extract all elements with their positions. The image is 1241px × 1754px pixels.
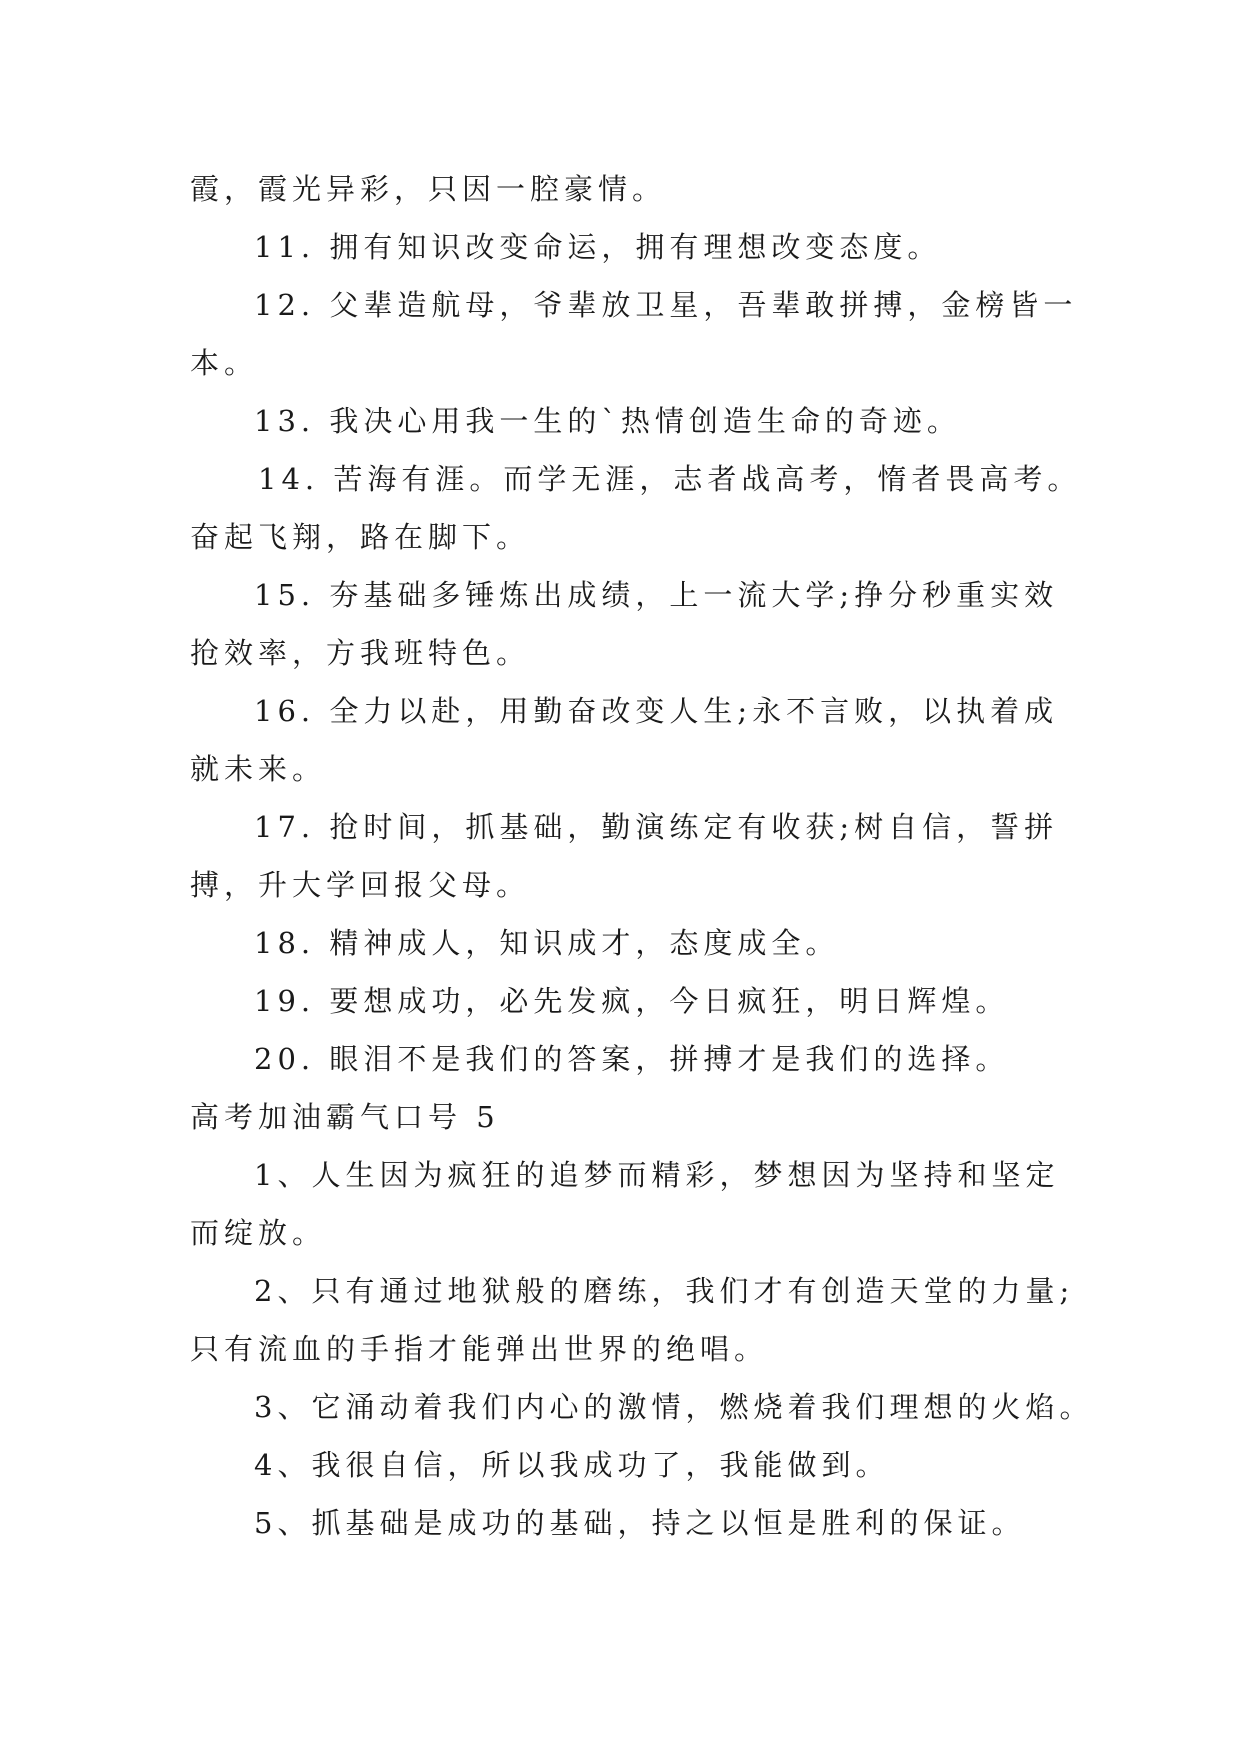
slogan-item-2: 2、只有通过地狱般的磨练，我们才有创造天堂的力量; — [254, 1274, 1075, 1308]
continuation-line: 奋起飞翔，路在脚下。 — [190, 520, 531, 554]
slogan-item-11: 11. 拥有知识改变命运，拥有理想改变态度。 — [254, 230, 942, 264]
slogan-item-13: 13. 我决心用我一生的`热情创造生命的奇迹。 — [254, 404, 961, 438]
slogan-item-18: 18. 精神成人，知识成才，态度成全。 — [254, 926, 840, 960]
continuation-line: 只有流血的手指才能弹出世界的绝唱。 — [190, 1332, 769, 1366]
slogan-item-15: 15. 夯基础多锤炼出成绩，上一流大学;挣分秒重实效 — [254, 578, 1059, 612]
slogan-item-12: 12. 父辈造航母，爷辈放卫星，吾辈敢拼搏，金榜皆一 — [254, 288, 1078, 322]
slogan-item-14: 14. 苦海有涯。而学无涯，志者战高考，惰者畏高考。 — [258, 462, 1082, 496]
document-body — [190, 160, 1094, 1552]
continuation-line: 抢效率，方我班特色。 — [190, 636, 531, 670]
continuation-line: 搏，升大学回报父母。 — [190, 868, 531, 902]
continuation-line: 而绽放。 — [190, 1216, 327, 1250]
slogan-item-19: 19. 要想成功，必先发疯，今日疯狂，明日辉煌。 — [254, 984, 1010, 1018]
section-heading: 高考加油霸气口号 5 — [190, 1100, 500, 1134]
slogan-item-20: 20. 眼泪不是我们的答案，拼搏才是我们的选择。 — [254, 1042, 1010, 1076]
slogan-item-16: 16. 全力以赴，用勤奋改变人生;永不言败，以执着成 — [254, 694, 1059, 728]
slogan-item-4: 4、我很自信，所以我成功了，我能做到。 — [254, 1448, 890, 1482]
slogan-item-5: 5、抓基础是成功的基础，持之以恒是胜利的保证。 — [254, 1506, 1026, 1540]
continuation-line: 就未来。 — [190, 752, 327, 786]
slogan-item-1: 1、人生因为疯狂的追梦而精彩，梦想因为坚持和坚定 — [254, 1158, 1060, 1192]
continuation-line: 霞，霞光异彩，只因一腔豪情。 — [190, 172, 667, 206]
continuation-line: 本。 — [190, 346, 259, 380]
slogan-item-17: 17. 抢时间，抓基础，勤演练定有收获;树自信，誓拼 — [254, 810, 1059, 844]
slogan-item-3: 3、它涌动着我们内心的激情，燃烧着我们理想的火焰。 — [254, 1390, 1094, 1424]
